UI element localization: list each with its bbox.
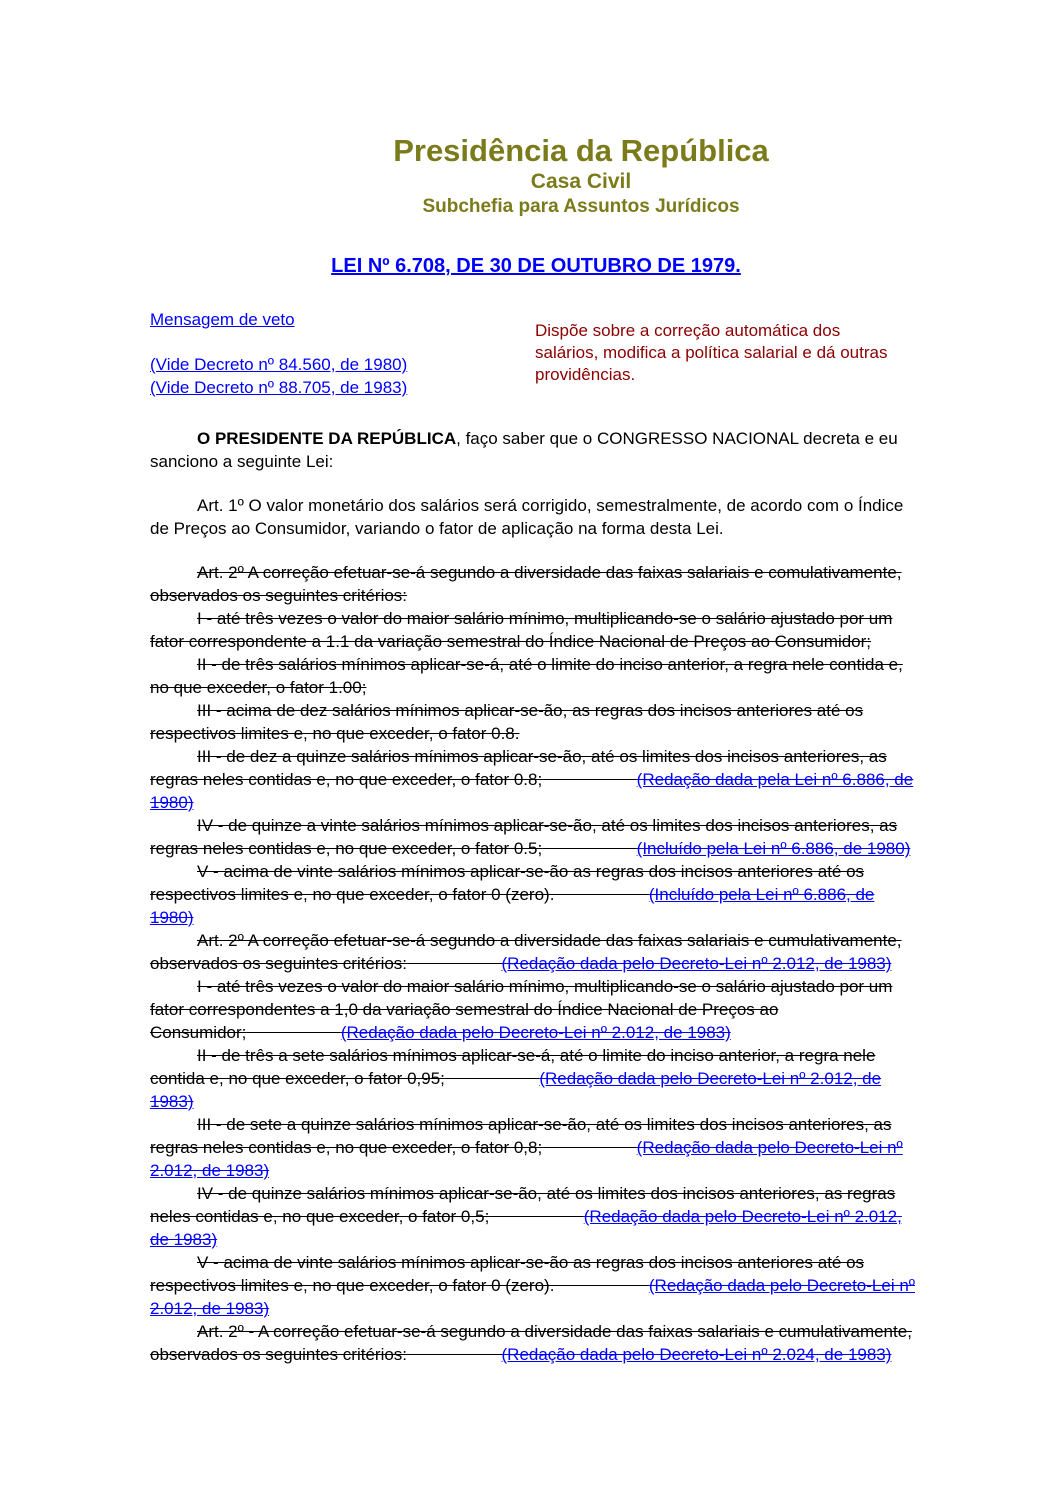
revoked-paragraph — [150, 1044, 922, 1113]
revoked-paragraph — [150, 860, 922, 929]
revoked-paragraph — [150, 745, 922, 814]
text-run: Art. 2º A correção efetuar-se-á segundo a diversidade das faixas salariais e comulativamente, observados os seguintes critérios: — [150, 563, 902, 605]
law-reference-link[interactable]: (Redação dada pelo Decreto-Lei nº 2.012, de 1983) — [150, 1138, 903, 1180]
ementa-text: Dispõe sobre a correção automática dos salários, modifica a política salarial e dá outras providências. — [535, 321, 888, 384]
law-reference-link[interactable]: (Incluído pela Lei nº 6.886, de 1980) — [150, 885, 875, 927]
vide-links — [150, 353, 407, 399]
text-run: Art. 1º O valor monetário dos salários será corrigido, semestralmente, de acordo com o Índice de Preços ao Consumidor, variando o fator de aplicação na forma desta Lei. — [150, 496, 904, 538]
law-reference-link[interactable]: (Redação dada pelo Decreto-Lei nº 2.012, de 1983) — [150, 1069, 882, 1111]
law-title-link[interactable]: LEI Nº 6.708, DE 30 DE OUTUBRO DE 1979. — [331, 255, 741, 277]
text-run: , faço saber que o CONGRESSO NACIONAL decreta e eu sanciono a seguinte Lei: — [150, 429, 898, 471]
revoked-paragraph — [150, 929, 922, 975]
header-presidencia: Presidência da República — [393, 133, 769, 168]
text-run: I - até três vezes o valor do maior salário mínimo, multiplicando-se o salário ajustado por um fator correspondentes a 1,0 da variação semestral do Índice Nacional de Preços ao Consumidor; — [150, 977, 893, 1042]
revoked-paragraph — [150, 975, 922, 1044]
vide-decreto-1983-link[interactable]: (Vide Decreto nº 88.705, de 1983) — [150, 378, 408, 397]
text-run: I - até três vezes o valor do maior salário mínimo, multiplicando-se o salário ajustado por um fator correspondente a 1.1 da variação semestral do Índice Nacional de Preços ao Consumidor; — [150, 609, 893, 651]
text-run: III - de dez a quinze salários mínimos aplicar-se-ão, até os limites dos incisos anteriores, as regras neles contidas e, no que exceder, o fator 0.8; — [150, 747, 887, 789]
document-content — [150, 0, 922, 1366]
text-run: IV - de quinze a vinte salários mínimos aplicar-se-ão, até os limites dos incisos anteriores, as regras neles contidas e, no que exceder, o fator 0.5; — [150, 816, 898, 858]
text-run: II - de três a sete salários mínimos aplicar-se-á, até o limite do inciso anterior, a regra nele contida e, no que exceder, o fator 0,95; — [150, 1046, 876, 1088]
law-reference-link[interactable]: (Redação dada pelo Decreto-Lei nº 2.012, de 1983) — [501, 954, 892, 973]
header-subchefia: Subchefia para Assuntos Jurídicos — [422, 196, 740, 217]
tab-filler — [246, 1023, 340, 1042]
revoked-paragraph — [150, 653, 922, 699]
revoked-paragraph — [150, 561, 922, 607]
law-reference-link[interactable]: (Redação dada pelo Decreto-Lei nº 2.024, de 1983) — [501, 1345, 892, 1364]
tab-filler — [542, 1138, 636, 1157]
text-run: IV - de quinze salários mínimos aplicar-se-ão, até os limites dos incisos anteriores, as regras neles contidas e, no que exceder, o fator 0,5; — [150, 1184, 896, 1226]
tab-filler — [445, 1069, 539, 1088]
text-run: Art. 2º A correção efetuar-se-á segundo a diversidade das faixas salariais e cumulativamente, observados os seguintes critérios: — [150, 931, 902, 973]
vide-decreto-1980-link[interactable]: (Vide Decreto nº 84.560, de 1980) — [150, 355, 408, 374]
law-body — [150, 427, 922, 1366]
text-run: V - acima de vinte salários mínimos aplicar-se-ão as regras dos incisos anteriores até os respectivos limites e, no que exceder, o fator 0 (zero). — [150, 862, 865, 904]
revoked-paragraph — [150, 607, 922, 653]
law-reference-link[interactable]: (Redação dada pelo Decreto-Lei nº 2.012, de 1983) — [150, 1207, 902, 1249]
tab-filler — [542, 770, 636, 789]
text-run: Art. 2º - A correção efetuar-se-á segundo a diversidade das faixas salariais e cumulativamente, observados os seguintes critérios: — [150, 1322, 912, 1364]
tab-filler — [554, 885, 648, 904]
veto-message-link[interactable]: Mensagem de veto — [150, 310, 295, 329]
law-title — [150, 255, 922, 278]
text-run: V - acima de vinte salários mínimos aplicar-se-ão as regras dos incisos anteriores até os respectivos limites e, no que exceder, o fator 0 (zero). — [150, 1253, 865, 1295]
paragraph — [150, 427, 922, 473]
tab-filler — [407, 1345, 501, 1364]
revoked-paragraph — [150, 1182, 922, 1251]
revoked-paragraph — [150, 699, 922, 745]
revoked-paragraph — [150, 1251, 922, 1320]
text-run: O PRESIDENTE DA REPÚBLICA — [197, 429, 457, 448]
tab-filler — [554, 1276, 648, 1295]
tab-filler — [489, 1207, 583, 1226]
text-run: II - de três salários mínimos aplicar-se-á, até o limite do inciso anterior, a regra nele contida e, no que exceder, o fator 1.00; — [150, 655, 903, 697]
side-links — [150, 308, 407, 399]
law-reference-link[interactable]: (Redação dada pelo Decreto-Lei nº 2.012, de 1983) — [150, 1276, 915, 1318]
tab-filler — [407, 954, 501, 973]
revoked-paragraph — [150, 814, 922, 860]
government-header — [195, 132, 967, 219]
law-reference-link[interactable]: (Incluído pela Lei nº 6.886, de 1980) — [636, 839, 911, 858]
tab-filler — [542, 839, 636, 858]
law-reference-link[interactable]: (Redação dada pela Lei nº 6.886, de 1980) — [150, 770, 914, 812]
intro-row — [150, 308, 922, 399]
law-reference-link[interactable]: (Redação dada pelo Decreto-Lei nº 2.012, de 1983) — [340, 1023, 731, 1042]
revoked-paragraph — [150, 1320, 922, 1366]
revoked-paragraph — [150, 1113, 922, 1182]
text-run: III - de sete a quinze salários mínimos aplicar-se-ão, até os limites dos incisos anteriores, as regras neles contidas e, no que exceder, o fator 0,8; — [150, 1115, 892, 1157]
paragraph — [150, 494, 922, 540]
header-casa-civil: Casa Civil — [530, 170, 632, 193]
text-run: III - acima de dez salários mínimos aplicar-se-ão, as regras dos incisos anteriores até os respectivos limites e, no que exceder, o fator 0.8. — [150, 701, 864, 743]
